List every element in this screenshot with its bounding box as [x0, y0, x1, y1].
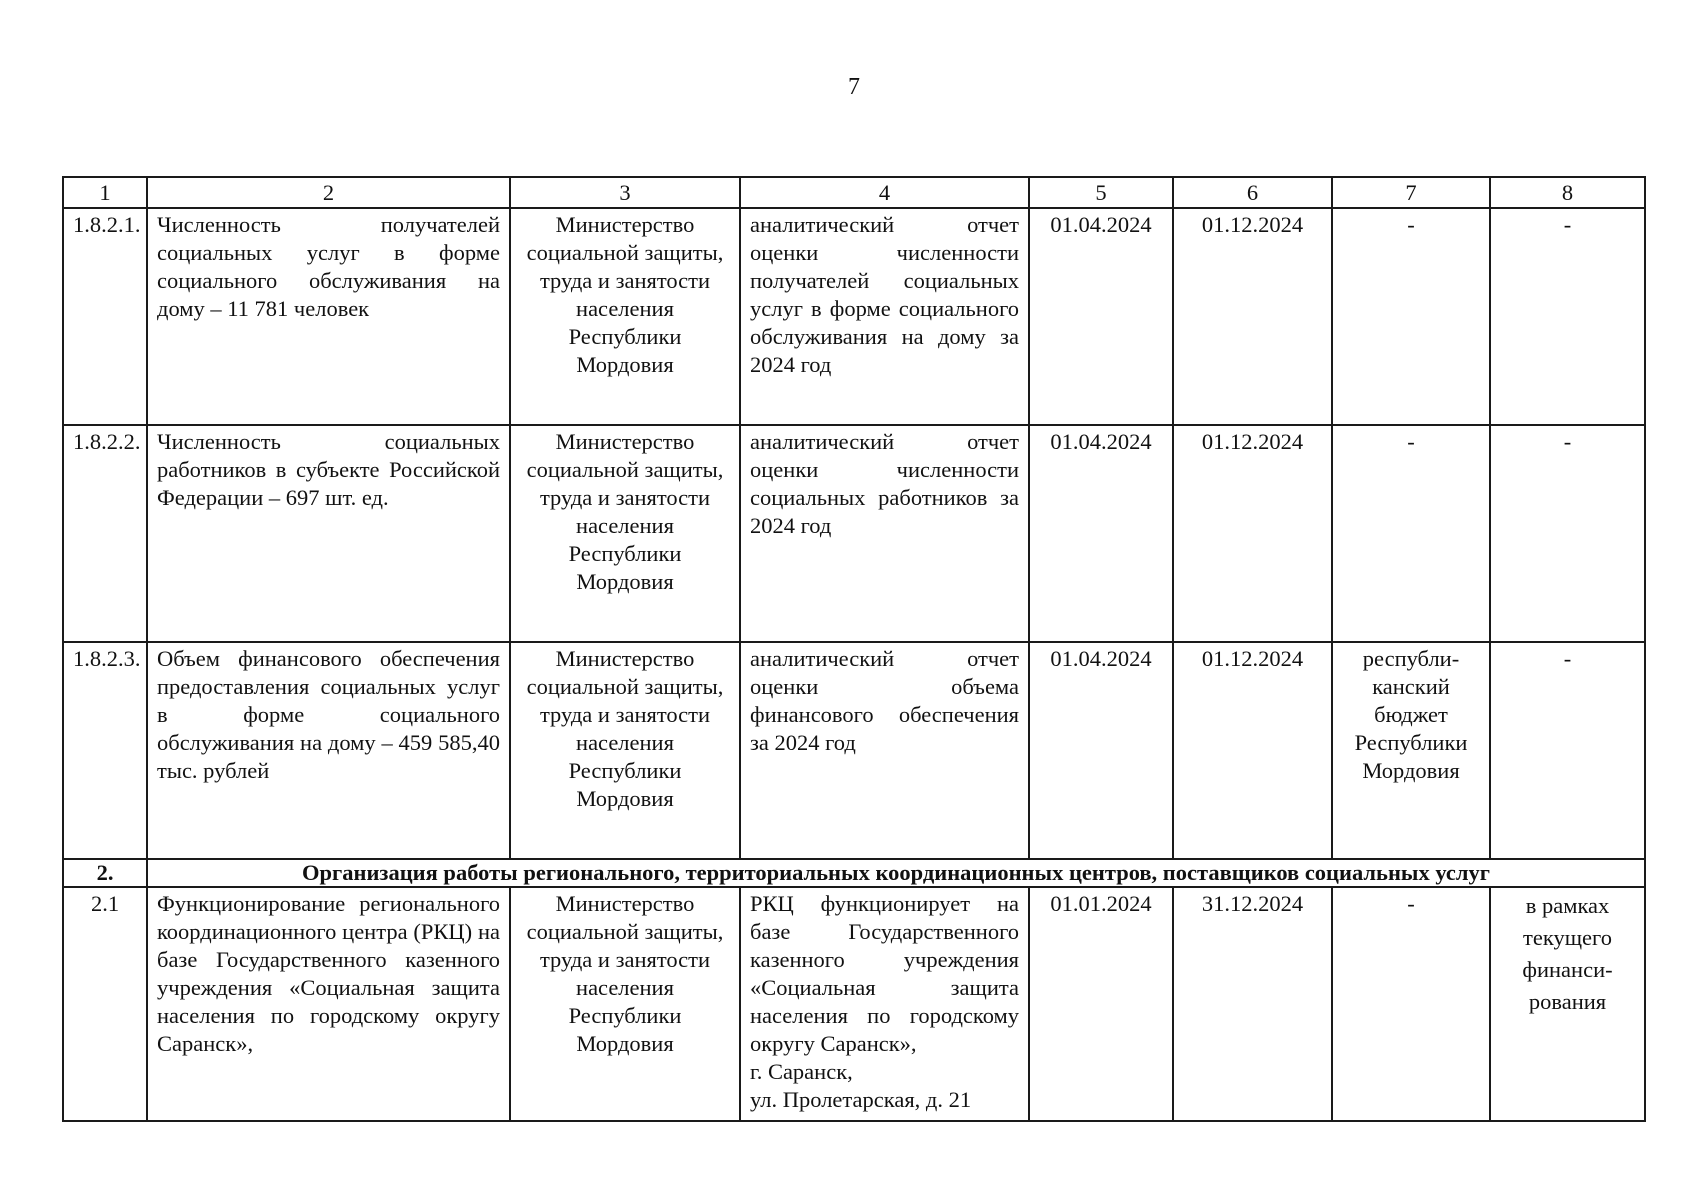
header-cell: 1: [63, 177, 147, 208]
header-cell: 7: [1332, 177, 1490, 208]
expected-result: аналитический отчет оценки численности социальных работников за 2024 год: [740, 425, 1029, 642]
table-row: [63, 208, 1645, 425]
executor: Министерство социальной защиты, труда и занятости населения Республики Мордовия: [510, 642, 740, 859]
table-row: [63, 642, 1645, 859]
row-number: 1.8.2.1.: [63, 208, 147, 425]
funding-amount: -: [1490, 642, 1645, 859]
expected-result: аналитический отчет оценки численности получателей социальных услуг в форме социального обслуживания на дому за 2024 год: [740, 208, 1029, 425]
section-number: 2.: [63, 859, 147, 887]
header-cell: 3: [510, 177, 740, 208]
event-name: Численность социальных работников в субъекте Российской Федерации – 697 шт. ед.: [147, 425, 510, 642]
start-date: 01.01.2024: [1029, 887, 1173, 1121]
executor: Министерство социальной защиты, труда и занятости населения Республики Мордовия: [510, 425, 740, 642]
page-number: 7: [848, 74, 860, 100]
row-number: 1.8.2.3.: [63, 642, 147, 859]
funding-source: -: [1332, 425, 1490, 642]
header-cell: 6: [1173, 177, 1332, 208]
funding-amount: -: [1490, 425, 1645, 642]
result-address: ул. Пролетарская, д. 21: [750, 1087, 972, 1112]
header-row: [63, 177, 1645, 208]
header-cell: 8: [1490, 177, 1645, 208]
event-name: Объем финансового обеспечения предоставления социальных услуг в форме социального обслуживания на дому – 459 585,40 тыс. рублей: [147, 642, 510, 859]
table-row: [63, 887, 1645, 1121]
row-number: 2.1: [63, 887, 147, 1121]
executor: Министерство социальной защиты, труда и занятости населения Республики Мордовия: [510, 208, 740, 425]
header-cell: 2: [147, 177, 510, 208]
table-row: [63, 425, 1645, 642]
expected-result: [740, 887, 1029, 1121]
expected-result: аналитический отчет оценки объема финансового обеспечения за 2024 год: [740, 642, 1029, 859]
executor: Министерство социальной защиты, труда и занятости населения Республики Мордовия: [510, 887, 740, 1121]
header-cell: 4: [740, 177, 1029, 208]
end-date: 31.12.2024: [1173, 887, 1332, 1121]
end-date: 01.12.2024: [1173, 425, 1332, 642]
end-date: 01.12.2024: [1173, 208, 1332, 425]
funding-amount: -: [1490, 208, 1645, 425]
result-city: г. Саранск,: [750, 1059, 853, 1084]
start-date: 01.04.2024: [1029, 642, 1173, 859]
start-date: 01.04.2024: [1029, 208, 1173, 425]
event-name: Численность получателей социальных услуг в форме социального обслуживания на дому – 11 781 человек: [147, 208, 510, 425]
start-date: 01.04.2024: [1029, 425, 1173, 642]
section-row: [63, 859, 1645, 887]
funding-source: -: [1332, 208, 1490, 425]
funding-source: -: [1332, 887, 1490, 1121]
funding-source: республи-канский бюджет Республики Мордовия: [1332, 642, 1490, 859]
plan-table: [62, 176, 1646, 1122]
section-title: Организация работы регионального, территориальных координационных центров, поставщиков социальных услуг: [147, 859, 1645, 887]
header-cell: 5: [1029, 177, 1173, 208]
end-date: 01.12.2024: [1173, 642, 1332, 859]
funding-amount: в рамках текущего финанси-рования: [1490, 887, 1645, 1121]
row-number: 1.8.2.2.: [63, 425, 147, 642]
result-main: РКЦ функционирует на базе Государственного казенного учреждения «Социальная защита населения по городскому округу Саранск»,: [750, 891, 1019, 1056]
event-name: Функционирование регионального координационного центра (РКЦ) на базе Государственного казенного учреждения «Социальная защита населения по городскому округу Саранск»,: [147, 887, 510, 1121]
